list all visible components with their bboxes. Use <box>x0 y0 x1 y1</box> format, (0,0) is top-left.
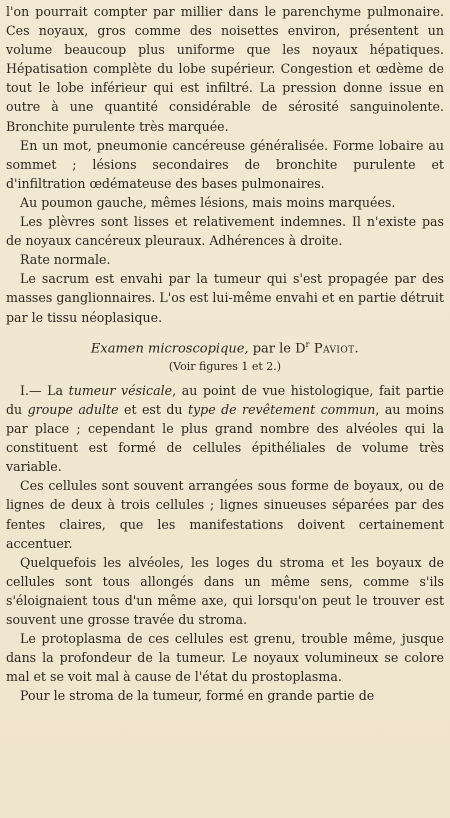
paragraph-vesical-tumor <box>6 381 444 476</box>
section-subtitle: (Voir figures 1 et 2.) <box>168 359 282 373</box>
paragraph-pleura: Les plèvres sont lisses et relativement indemnes. Il n'existe pas de noyaux cancéreux pleuraux. Adhérences à droite. <box>6 214 444 249</box>
p7-lead: I.— La <box>20 382 69 398</box>
section-title-by: par le D <box>248 340 306 356</box>
paragraph-lung-nodules: l'on pourrait compter par millier dans le parenchyme pulmonaire. Ces noyaux, gros comme des noisettes environ, présentent un volume beaucoup plus uniforme que les noyaux hépatiques. Hépatisation complète du lobe supérieur. Congestion et œdème de tout le lobe inférieur qui est infiltré. La pression donne issue en outre à une quantité considérable de sérosité sanguinolente. Bronchite purulente très marquée. <box>6 4 444 134</box>
p7-a: , au point de vue histologique, fait partie du <box>6 382 444 418</box>
p7-type: type de revêtement commun <box>187 402 376 418</box>
p7-b: et est du <box>118 402 188 418</box>
paragraph-left-lung: Au poumon gauche, mêmes lésions, mais moins marquées. <box>20 194 396 210</box>
paragraph-stroma: Pour le stroma de la tumeur, formé en grande partie de <box>20 688 375 704</box>
paragraph-pneumonia-summary: En un mot, pneumonie cancéreuse généralisée. Forme lobaire au sommet ; lésions secondaires de bronchite purulente et d'infiltration œdémateuse des bases pulmonaires. <box>6 137 444 191</box>
section-title-author: Paviot. <box>309 340 360 356</box>
paragraph-cells-arrangement: Ces cellules sont souvent arrangées sous forme de boyaux, ou de lignes de deux à trois cellules ; lignes sinueuses séparées par des fentes claires, que les manifestations doivent certainement accentuer. <box>6 478 444 551</box>
section-title-italic: Examen microscopique, <box>90 340 249 356</box>
p7-tumeur: tumeur vésicale <box>68 382 173 398</box>
section-title <box>6 335 444 359</box>
paragraph-sacrum: Le sacrum est envahi par la tumeur qui s'est propagée par des masses ganglionnaires. L'os est lui-même envahi et en partie détruit par le tissu néoplasique. <box>6 271 444 325</box>
section-title-sup: r <box>305 339 310 349</box>
p7-groupe: groupe adulte <box>27 402 119 418</box>
p7-c: , au moins par place ; cependant le plus grand nombre des alvéoles qui la constituent est formé de cellules épithéliales de volume très variable. <box>6 402 444 475</box>
paragraph-protoplasma: Le protoplasma de ces cellules est grenu, trouble même, jusque dans la profondeur de la tumeur. Le noyaux volumineux se colore mal et se voit mal à cause de l'état du prostoplasma. <box>6 631 444 685</box>
paragraph-spleen: Rate normale. <box>20 252 111 268</box>
paragraph-alveoles: Quelquefois les alvéoles, les loges du stroma et les boyaux de cellules sont tous allongés dans un même sens, comme s'ils s'éloignaient tous d'un même axe, qui lorsqu'on peut le trouver est souvent une grosse travée du stroma. <box>6 554 444 628</box>
